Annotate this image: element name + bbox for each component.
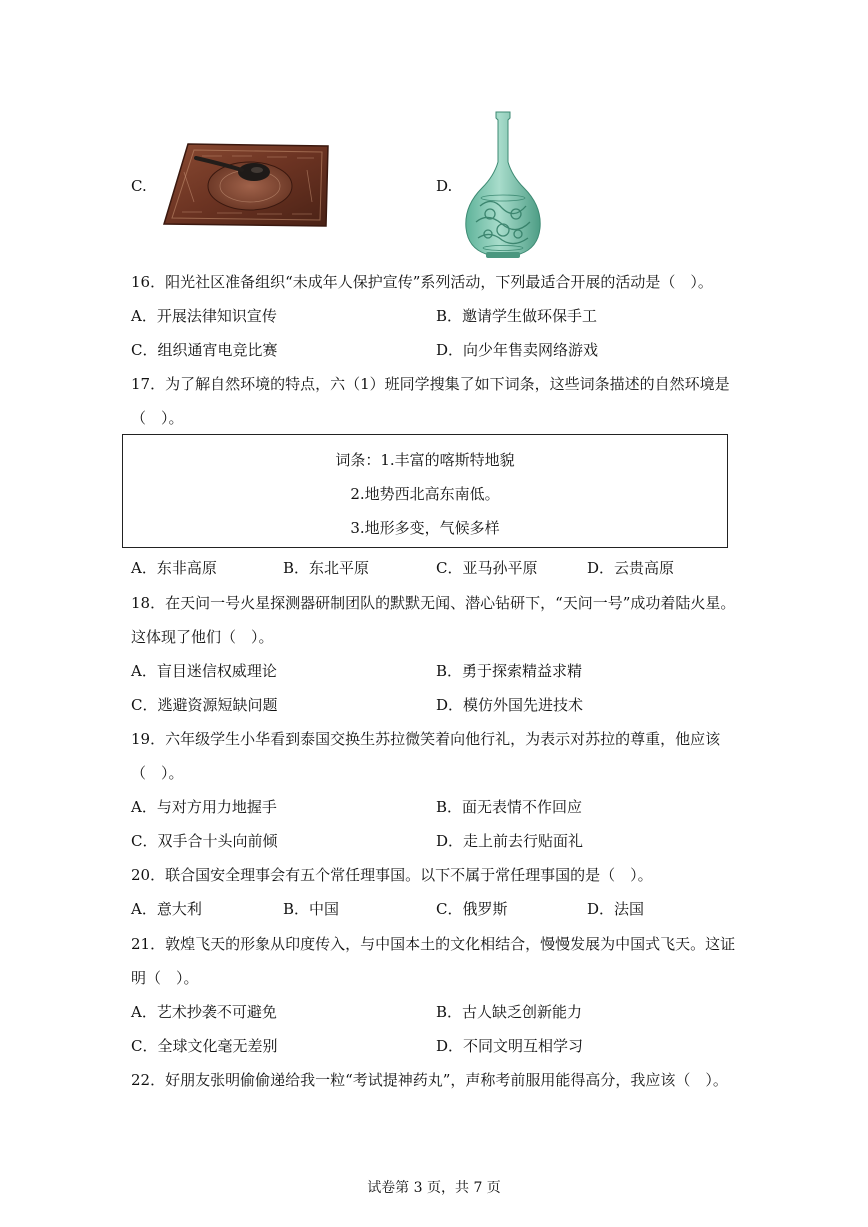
question-18-stem-line2: 这体现了他们（ ）。 bbox=[131, 628, 274, 646]
q18-option-b[interactable]: B．勇于探索精益求精 bbox=[436, 662, 583, 680]
word-entries-box bbox=[122, 434, 728, 548]
question-20-stem: 20．联合国安全理事会有五个常任理事国。以下不属于常任理事国的是（ ）。 bbox=[131, 866, 653, 884]
question-16-stem: 16．阳光社区准备组织“未成年人保护宣传”系列活动，下列最适合开展的活动是（ ）。 bbox=[131, 273, 713, 291]
question-21-stem-line2: 明（ ）。 bbox=[131, 969, 199, 987]
q17-option-c[interactable]: C．亚马孙平原 bbox=[436, 559, 538, 577]
question-22-stem: 22．好朋友张明偷偷递给我一粒“考试提神药丸”，声称考前服用能得高分，我应该（ ）。 bbox=[131, 1071, 728, 1089]
question-17-stem-line1: 17．为了解自然环境的特点，六（1）班同学搜集了如下词条，这些词条描述的自然环境是 bbox=[131, 375, 730, 393]
q20-option-c[interactable]: C．俄罗斯 bbox=[436, 900, 508, 918]
q17-option-a[interactable]: A．东非高原 bbox=[131, 559, 217, 577]
q17-option-b[interactable]: B．东北平原 bbox=[283, 559, 370, 577]
box-line-1: 词条：1.丰富的喀斯特地貌 bbox=[335, 451, 515, 469]
page-footer: 试卷第 3 页，共 7 页 bbox=[367, 1180, 501, 1196]
q21-option-c[interactable]: C．全球文化毫无差别 bbox=[131, 1037, 278, 1055]
q19-option-b[interactable]: B．面无表情不作回应 bbox=[436, 798, 583, 816]
q18-option-a[interactable]: A．盲目迷信权威理论 bbox=[131, 662, 277, 680]
option-c-label: C. bbox=[131, 177, 147, 195]
q17-option-d[interactable]: D．云贵高原 bbox=[587, 559, 675, 577]
q19-option-a[interactable]: A．与对方用力地握手 bbox=[131, 798, 277, 816]
box-line-2: 2.地势西北高东南低。 bbox=[350, 485, 500, 503]
option-d-label: D. bbox=[436, 177, 453, 195]
q16-option-c[interactable]: C．组织通宵电竞比赛 bbox=[131, 341, 278, 359]
q20-option-a[interactable]: A．意大利 bbox=[131, 900, 202, 918]
question-21-stem-line1: 21．敦煌飞天的形象从印度传入，与中国本土的文化相结合，慢慢发展为中国式飞天。这证 bbox=[131, 935, 736, 953]
q16-option-d[interactable]: D．向少年售卖网络游戏 bbox=[436, 341, 599, 359]
q18-option-c[interactable]: C．逃避资源短缺问题 bbox=[131, 696, 278, 714]
q19-option-d[interactable]: D．走上前去行贴面礼 bbox=[436, 832, 584, 850]
celadon-vase-icon bbox=[462, 110, 544, 260]
q18-option-d[interactable]: D．模仿外国先进技术 bbox=[436, 696, 584, 714]
compass-sinan-icon bbox=[162, 142, 330, 228]
question-19-stem-line2: （ ）。 bbox=[131, 764, 184, 782]
q21-option-d[interactable]: D．不同文明互相学习 bbox=[436, 1037, 584, 1055]
q19-option-c[interactable]: C．双手合十头向前倾 bbox=[131, 832, 278, 850]
q16-option-a[interactable]: A．开展法律知识宣传 bbox=[131, 307, 277, 325]
q21-option-a[interactable]: A．艺术抄袭不可避免 bbox=[131, 1003, 277, 1021]
q20-option-b[interactable]: B．中国 bbox=[283, 900, 340, 918]
box-line-3: 3.地形多变，气候多样 bbox=[350, 519, 500, 537]
q20-option-d[interactable]: D．法国 bbox=[587, 900, 645, 918]
q16-option-b[interactable]: B．邀请学生做环保手工 bbox=[436, 307, 598, 325]
question-19-stem-line1: 19．六年级学生小华看到泰国交换生苏拉微笑着向他行礼，为表示对苏拉的尊重，他应该 bbox=[131, 730, 721, 748]
question-17-stem-line2: （ ）。 bbox=[131, 409, 184, 427]
q21-option-b[interactable]: B．古人缺乏创新能力 bbox=[436, 1003, 583, 1021]
question-18-stem-line1: 18．在天问一号火星探测器研制团队的默默无闻、潜心钻研下，“天问一号”成功着陆火星。 bbox=[131, 594, 736, 612]
